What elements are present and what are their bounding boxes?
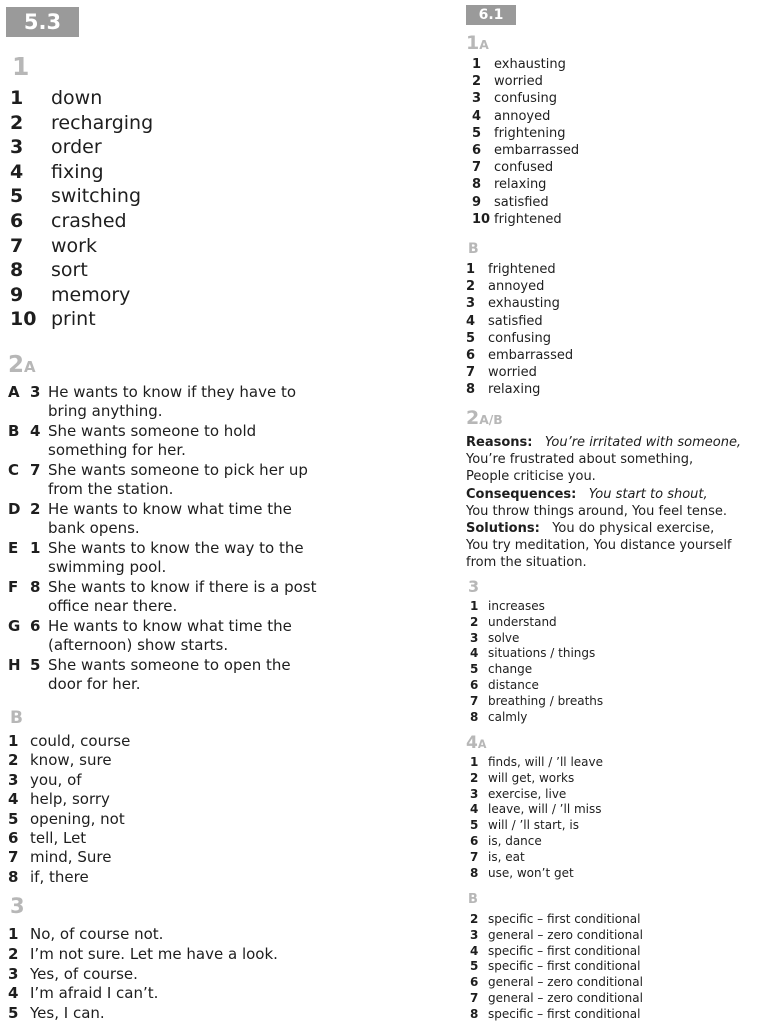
section-number: [8, 352, 36, 378]
matching-item: [8, 578, 316, 596]
item-text: He wants to know if they have to: [48, 383, 297, 401]
unit-tag: 6.1: [466, 5, 516, 25]
item-number: 8: [30, 578, 41, 596]
item-text: exhausting: [494, 57, 566, 72]
item-text: frightened: [488, 262, 556, 277]
item-number: 2: [466, 279, 476, 295]
item-number: 5: [470, 662, 479, 677]
item-text: specific – first conditional: [488, 959, 641, 974]
answer-item: [472, 91, 557, 106]
item-number: 4: [472, 108, 482, 124]
unit-tag: 5.3: [6, 7, 79, 37]
answer-item: [470, 771, 574, 785]
item-text: specific – first conditional: [488, 912, 641, 926]
item-text: help, sorry: [30, 790, 110, 809]
item-number: 7: [472, 160, 482, 176]
item-number: 3: [470, 630, 479, 645]
section-number-digit: 4: [466, 733, 478, 753]
item-number: 2: [8, 944, 19, 963]
item-number: 4: [8, 790, 19, 809]
item-number: 5: [470, 818, 479, 833]
item-number: 3: [470, 927, 479, 942]
section-letter: A: [479, 38, 489, 52]
answer-item: [10, 161, 104, 183]
item-number: 1: [8, 732, 19, 750]
item-number: 8: [466, 382, 476, 398]
matching-item: [8, 461, 308, 479]
item-text: change: [488, 662, 533, 677]
item-number: 7: [470, 849, 479, 864]
item-text: is, dance: [488, 834, 542, 848]
item-number: 7: [470, 693, 479, 708]
item-number: 5: [470, 959, 479, 974]
section-number-digit: 1: [466, 32, 480, 54]
item-number: 1: [30, 539, 41, 557]
item-letter: H: [8, 656, 21, 674]
answer-item: [470, 1007, 640, 1021]
item-text: specific – first conditional: [488, 1006, 641, 1021]
solutions-text: You do physical exercise,: [552, 521, 715, 537]
answer-item: [472, 74, 543, 89]
item-text: I’m afraid I can’t.: [30, 984, 159, 1003]
item-text: embarrassed: [494, 143, 580, 158]
answer-item: [470, 818, 579, 832]
section-letter: B: [10, 708, 23, 728]
answer-item: [8, 810, 125, 828]
item-text: She wants to know if there is a post: [48, 578, 317, 596]
item-number: 2: [10, 111, 24, 134]
answer-item: [10, 87, 102, 109]
item-number: 8: [470, 709, 479, 724]
item-text: sort: [51, 259, 88, 282]
item-text: satisfied: [494, 194, 549, 210]
answer-item: [8, 751, 112, 769]
item-text: relaxing: [494, 177, 547, 193]
answer-item: [8, 848, 111, 866]
matching-item-continuation: bring anything.: [48, 402, 163, 420]
item-letter: C: [8, 461, 20, 479]
item-number: 3: [466, 296, 476, 312]
item-text: confusing: [494, 91, 558, 107]
item-letter: B: [8, 422, 20, 440]
section-number: [466, 407, 503, 429]
answer-item: [10, 284, 130, 306]
answer-item: [10, 235, 97, 257]
solutions-line: You try meditation, You distance yourself: [466, 538, 732, 554]
answer-item: [10, 259, 88, 281]
answer-item: [10, 112, 153, 134]
item-number: 2: [470, 614, 479, 629]
item-text: mind, Sure: [30, 848, 112, 867]
item-number: 4: [470, 943, 479, 958]
answer-item: [466, 262, 556, 277]
section-letter: A: [477, 738, 487, 751]
item-text: is, eat: [488, 849, 525, 864]
matching-item-continuation: something for her.: [48, 441, 186, 459]
item-number: 5: [30, 656, 41, 674]
item-text: general – zero conditional: [488, 927, 643, 942]
item-text: you, of: [30, 770, 82, 789]
consequences-label: Consequences:: [466, 486, 577, 502]
answer-item: [470, 678, 539, 692]
item-text: fixing: [51, 160, 104, 183]
item-number: 7: [8, 848, 19, 867]
item-text: general – zero conditional: [488, 991, 643, 1005]
answer-item: [472, 212, 562, 227]
answer-item: [470, 599, 545, 613]
item-text: exhausting: [488, 296, 560, 312]
matching-item-continuation: swimming pool.: [48, 558, 167, 576]
item-number: 3: [10, 136, 24, 159]
item-number: 6: [466, 348, 476, 363]
solutions-label: Solutions:: [466, 521, 540, 537]
answer-item: [470, 912, 640, 926]
answer-item: [10, 136, 102, 158]
item-text: calmly: [488, 709, 528, 724]
item-text: annoyed: [488, 279, 545, 295]
item-text: satisfied: [488, 313, 543, 329]
section-number: 3: [10, 894, 25, 918]
item-number: 6: [472, 143, 482, 158]
matching-item-continuation: door for her.: [48, 675, 141, 693]
section-number: [466, 32, 489, 54]
item-number: 4: [470, 646, 479, 661]
item-number: 3: [8, 770, 19, 789]
reasons-line: You’re frustrated about something,: [466, 452, 694, 468]
item-number: 9: [472, 194, 482, 210]
answer-item: [10, 308, 96, 330]
answer-item: [470, 928, 643, 942]
item-text: tell, Let: [30, 829, 87, 847]
item-text: worried: [488, 365, 537, 381]
item-number: 6: [470, 678, 479, 692]
answer-item: [8, 984, 158, 1002]
item-number: 7: [466, 365, 476, 381]
item-text: solve: [488, 630, 520, 645]
item-text: She wants to know the way to the: [48, 539, 304, 557]
item-number: 3: [8, 964, 19, 983]
answer-item: [470, 662, 532, 676]
item-text: leave, will / ’ll miss: [488, 802, 602, 817]
answer-item: [470, 787, 566, 801]
answer-item: [472, 195, 549, 210]
answer-item: [470, 975, 643, 989]
item-text: could, course: [30, 732, 131, 750]
answer-item: [472, 160, 553, 175]
answer-item: [466, 314, 543, 329]
answer-item: [466, 365, 537, 380]
answer-item: [466, 279, 544, 294]
matching-item: [8, 383, 296, 401]
item-number: 4: [8, 984, 19, 1003]
item-letter: E: [8, 539, 19, 557]
item-number: 7: [10, 234, 24, 257]
item-text: confused: [494, 160, 554, 176]
answer-item: [466, 348, 573, 363]
section-number-digit: 2: [466, 407, 480, 429]
item-number: 6: [470, 975, 479, 990]
matching-item: [8, 422, 256, 440]
answer-item: [8, 868, 89, 886]
item-number: 10: [10, 308, 37, 331]
item-number: 4: [30, 422, 41, 440]
item-text: worried: [494, 74, 543, 90]
item-number: 7: [30, 461, 41, 479]
section-number: [466, 733, 486, 753]
reasons-italic: You’re irritated with someone,: [544, 435, 742, 450]
item-number: 5: [10, 185, 24, 208]
item-text: frightened: [494, 211, 562, 227]
item-text: work: [51, 234, 97, 257]
answer-item: [470, 850, 525, 864]
answer-item: [472, 177, 546, 192]
matching-item: [8, 539, 304, 557]
item-text: opening, not: [30, 809, 125, 828]
item-text: recharging: [51, 111, 154, 134]
item-number: 1: [470, 599, 479, 613]
matching-item: [8, 500, 292, 518]
item-number: 6: [8, 829, 19, 847]
item-text: use, won’t get: [488, 865, 574, 880]
item-number: 9: [10, 283, 24, 306]
item-text: frightening: [494, 125, 566, 141]
answer-item: [466, 382, 540, 397]
answer-item: [8, 945, 278, 963]
answer-item: [8, 965, 138, 983]
item-number: 2: [470, 770, 479, 785]
item-text: distance: [488, 678, 539, 692]
consequences-line: You throw things around, You feel tense.: [466, 503, 728, 519]
item-letter: D: [8, 500, 21, 518]
item-text: He wants to know what time the: [48, 500, 292, 518]
reasons-line: People criticise you.: [466, 469, 596, 485]
item-letter: G: [8, 617, 21, 635]
item-text: confusing: [488, 330, 552, 346]
matching-item-continuation: office near there.: [48, 597, 178, 615]
item-number: 1: [8, 925, 19, 943]
answer-item: [470, 944, 640, 958]
item-number: 5: [8, 1004, 19, 1023]
matching-item-continuation: (afternoon) show starts.: [48, 636, 229, 654]
item-text: understand: [488, 614, 557, 629]
item-text: situations / things: [488, 646, 596, 661]
item-number: 5: [8, 809, 19, 828]
answer-item: [8, 790, 110, 808]
matching-item: [8, 656, 291, 674]
item-number: 5: [466, 330, 476, 346]
item-text: She wants someone to hold: [48, 422, 257, 440]
answer-item: [8, 771, 82, 789]
item-number: 7: [470, 991, 479, 1005]
item-text: Yes, of course.: [30, 964, 138, 983]
item-number: 1: [466, 262, 476, 277]
answer-item: [470, 710, 527, 724]
item-text: breathing / breaths: [488, 693, 604, 708]
section-letter: B: [468, 241, 479, 257]
answer-item: [8, 1004, 105, 1022]
answer-item: [10, 210, 127, 232]
answer-item: [472, 126, 565, 141]
answer-item: [470, 615, 557, 629]
item-text: if, there: [30, 867, 89, 886]
item-text: She wants someone to pick her up: [48, 461, 308, 479]
matching-item-continuation: from the station.: [48, 480, 174, 498]
answer-item: [470, 959, 640, 973]
reasons-label: Reasons:: [466, 435, 533, 450]
section-letter: A/B: [479, 413, 503, 427]
item-text: relaxing: [488, 382, 541, 398]
item-text: crashed: [51, 210, 127, 232]
item-number: 8: [470, 865, 479, 880]
item-number: 2: [30, 500, 41, 518]
item-letter: A: [8, 383, 20, 401]
item-text: order: [51, 136, 102, 159]
answer-item: [470, 991, 643, 1005]
item-number: 8: [10, 259, 24, 282]
item-number: 1: [470, 755, 479, 769]
item-text: exercise, live: [488, 786, 567, 801]
section-number: 3: [468, 577, 480, 596]
section-letter: B: [468, 892, 478, 907]
answer-item: [466, 331, 551, 346]
answer-item: [466, 296, 560, 311]
answer-item: [8, 925, 163, 943]
item-text: memory: [51, 283, 131, 306]
item-number: 4: [466, 313, 476, 329]
item-text: He wants to know what time the: [48, 617, 292, 635]
answer-item: [472, 109, 550, 124]
answer-item: [472, 57, 566, 72]
item-number: 6: [10, 210, 24, 232]
item-number: 3: [470, 786, 479, 801]
answer-item: [470, 755, 603, 769]
item-text: finds, will / ’ll leave: [488, 755, 604, 769]
item-number: 3: [30, 383, 41, 401]
item-text: No, of course not.: [30, 925, 164, 943]
item-number: 8: [472, 177, 482, 193]
answer-item: [8, 829, 86, 847]
answer-item: [470, 631, 519, 645]
answer-item: [470, 694, 603, 708]
item-number: 8: [8, 867, 19, 886]
item-number: 3: [472, 91, 482, 107]
answer-item: [8, 732, 130, 750]
item-text: know, sure: [30, 751, 112, 770]
answer-item: [472, 143, 579, 158]
item-text: will get, works: [488, 770, 575, 785]
item-text: will / ’ll start, is: [488, 818, 579, 833]
answer-item: [470, 834, 542, 848]
item-number: 5: [472, 125, 482, 141]
answer-item: [10, 185, 141, 207]
item-text: increases: [488, 599, 545, 613]
item-number: 6: [470, 834, 479, 848]
item-text: print: [51, 308, 96, 331]
item-text: I’m not sure. Let me have a look.: [30, 944, 278, 963]
matching-item: [8, 617, 292, 635]
section-number-digit: 2: [8, 352, 25, 378]
answer-item: [470, 802, 602, 816]
item-text: down: [51, 87, 103, 109]
item-text: general – zero conditional: [488, 975, 643, 990]
answer-item: [470, 866, 574, 880]
item-number: 10: [472, 211, 491, 227]
item-text: She wants someone to open the: [48, 656, 291, 674]
solutions-line: from the situation.: [466, 555, 587, 571]
section-number: 1: [12, 52, 30, 81]
item-number: 1: [472, 57, 482, 72]
item-number: 2: [472, 74, 482, 90]
item-text: specific – first conditional: [488, 943, 641, 958]
item-number: 1: [10, 87, 24, 109]
item-number: 4: [470, 802, 479, 817]
item-text: Yes, I can.: [30, 1004, 105, 1023]
consequences-italic: You start to shout,: [588, 486, 708, 502]
answer-item: [470, 646, 595, 660]
item-number: 4: [10, 160, 24, 183]
item-number: 2: [8, 751, 19, 770]
item-text: switching: [51, 185, 142, 208]
section-2ab-text: [466, 434, 766, 572]
section-letter: A: [24, 358, 36, 376]
matching-item-continuation: bank opens.: [48, 519, 140, 537]
item-number: 6: [30, 617, 41, 635]
item-number: 2: [470, 912, 479, 926]
item-text: annoyed: [494, 108, 551, 124]
item-number: 8: [470, 1006, 479, 1021]
item-text: embarrassed: [488, 348, 574, 363]
item-letter: F: [8, 578, 19, 596]
